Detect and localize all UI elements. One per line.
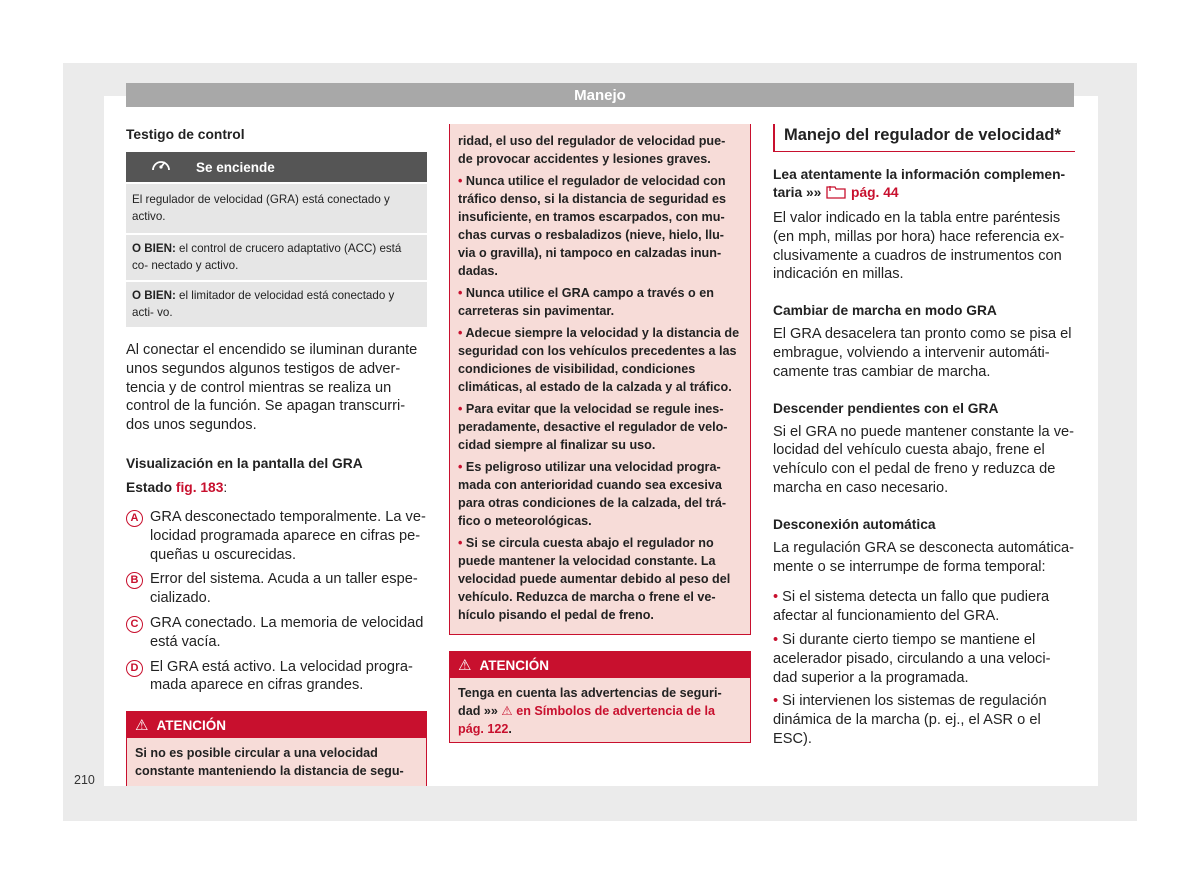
letter-badge: B bbox=[126, 572, 143, 589]
list-item-text: GRA conectado. La memoria de velocidad está vacía. bbox=[150, 614, 424, 650]
bullet-dot: • bbox=[458, 326, 466, 340]
warning-title: ATENCIÓN bbox=[479, 657, 549, 673]
middle-column bbox=[449, 124, 751, 743]
speedometer-icon bbox=[126, 156, 196, 179]
list-item bbox=[773, 588, 1075, 626]
list-item bbox=[773, 631, 1075, 687]
heading-desconexion: Desconexión automática bbox=[773, 516, 936, 532]
bullet-text: Nunca utilice el GRA campo a través o en carreteras sin pavimentar. bbox=[458, 286, 714, 318]
row-text: El regulador de velocidad (GRA) está conectado y activo. bbox=[132, 193, 390, 223]
list-item-text: GRA desconectado temporalmente. La ve- locidad programada aparece en cifras pe- queñas u oscurecidas. bbox=[150, 508, 426, 563]
paragraph: El GRA desacelera tan pronto como se pisa el embrague, volviendo a intervenir automáti- camente tras cambiar de marcha. bbox=[773, 326, 1072, 380]
list-item-text: El GRA está activo. La velocidad progra- mada aparece en cifras grandes. bbox=[150, 658, 413, 694]
warning-triangle-icon: ⚠ bbox=[458, 657, 472, 674]
heading-descender: Descender pendientes con el GRA bbox=[773, 400, 999, 416]
list-item bbox=[126, 570, 427, 608]
bullet-text: Si durante cierto tiempo se mantiene el acelerador pisado, circulando a una veloci- dad superior a la programada. bbox=[773, 631, 1051, 686]
bullet-dot: • bbox=[458, 286, 466, 300]
letter-badge: D bbox=[126, 660, 143, 677]
heading-visualizacion: Visualización en la pantalla del GRA bbox=[126, 455, 363, 471]
left-column bbox=[126, 124, 427, 786]
bullet-dot: • bbox=[773, 693, 783, 710]
warning-triangle-icon: ⚠ bbox=[135, 717, 149, 735]
bullet-list bbox=[773, 588, 1075, 748]
warning-box bbox=[126, 711, 427, 786]
estado-label: Estado bbox=[126, 479, 176, 495]
letter-badge: A bbox=[126, 510, 143, 527]
page-number: 210 bbox=[74, 773, 95, 787]
section-title: Manejo del regulador de velocidad* bbox=[773, 124, 1075, 152]
book-icon bbox=[825, 185, 851, 200]
table-row bbox=[126, 184, 427, 233]
warning-header bbox=[450, 652, 750, 678]
bullet-text: Si el sistema detecta un fallo que pudiera afectar al funcionamiento del GRA. bbox=[773, 589, 1050, 625]
row-text: el limitador de velocidad está conectado y acti- vo. bbox=[132, 289, 395, 319]
warning-text: ridad, el uso del regulador de velocidad pue- de provocar accidentes y lesiones graves. bbox=[458, 134, 726, 166]
list-item bbox=[126, 614, 427, 652]
bullet-text: Para evitar que la velocidad se regule ines- peradamente, desactive el regulador de velo- cidad siempre al finalizar su uso. bbox=[458, 402, 728, 452]
warning-body bbox=[450, 124, 750, 634]
indicator-table bbox=[126, 152, 427, 327]
intro-note bbox=[773, 166, 1075, 202]
row-bold: O BIEN: bbox=[132, 289, 176, 302]
page-header: Manejo bbox=[126, 83, 1074, 107]
warning-title: ATENCIÓN bbox=[156, 717, 226, 733]
warning-continuation bbox=[449, 124, 751, 635]
list-item bbox=[126, 508, 427, 564]
bullet-text: Es peligroso utilizar una velocidad progra- mada con anterioridad cuando sea excesiva para otras condiciones de la calzada, del trá- fico o meteorológicas. bbox=[458, 460, 727, 528]
bullet-dot: • bbox=[458, 536, 466, 550]
list-item bbox=[126, 658, 427, 696]
warning-bullet bbox=[458, 400, 742, 454]
warning-box-2 bbox=[449, 651, 751, 743]
paragraph: La regulación GRA se desconecta automática- mente o se interrumpe de forma temporal: bbox=[773, 539, 1074, 575]
ref-link[interactable]: en Símbolos de advertencia de la pág. 122 bbox=[458, 704, 715, 736]
bullet-text: Nunca utilice el regulador de velocidad con tráfico denso, si la distancia de seguridad es insuficiente, en tramos escarpados, con mu- chas curvas o resbaladizos (nieve, hielo, llu- via o gravilla), ni tampoco en calzadas inun- dadas. bbox=[458, 174, 727, 278]
ref-arrows: »» bbox=[805, 185, 822, 200]
bullet-dot: • bbox=[773, 589, 783, 606]
bullet-text: Si intervienen los sistemas de regulación dinámica de la marcha (p. ej., el ASR o el ESC). bbox=[773, 693, 1047, 747]
heading-cambiar: Cambiar de marcha en modo GRA bbox=[773, 303, 997, 319]
ref-arrows: »» bbox=[483, 704, 502, 718]
warning-bullet bbox=[458, 172, 742, 280]
warning-bullet bbox=[458, 284, 742, 320]
warning-bullet bbox=[458, 534, 742, 624]
table-header bbox=[126, 152, 427, 182]
estado-colon: : bbox=[223, 479, 228, 495]
table-header-label: Se enciende bbox=[196, 159, 275, 175]
warning-body bbox=[450, 678, 750, 742]
page-link[interactable]: pág. 44 bbox=[851, 185, 899, 200]
table-row bbox=[126, 235, 427, 280]
bullet-text: Adecue siempre la velocidad y la distancia de seguridad con los vehículos precedentes a las condiciones de visibilidad, condiciones climáticas, al estado de la calzada y al tráfico. bbox=[458, 326, 740, 394]
warning-text: Tenga en cuenta las advertencias de seguri- dad bbox=[458, 686, 722, 718]
bullet-dot: • bbox=[458, 402, 466, 416]
paragraph: Si el GRA no puede mantener constante la ve- locidad del vehículo cuesta abajo, frene el vehículo con el pedal de freno y reduzca de marcha en caso necesario. bbox=[773, 423, 1074, 496]
warning-header bbox=[127, 712, 426, 738]
heading-testigo: Testigo de control bbox=[126, 127, 245, 142]
intro-paragraph: Al conectar el encendido se iluminan durante unos segundos algunos testigos de adver- tencia y de control mientras se realiza un control de la función. Se apagan transcurri- dos unos segundos. bbox=[126, 342, 418, 434]
row-text: el control de crucero adaptativo (ACC) está co- nectado y activo. bbox=[132, 242, 402, 272]
estado-line bbox=[126, 480, 427, 495]
list-item-text: Error del sistema. Acuda a un taller espe- cializado. bbox=[150, 571, 418, 607]
list-item bbox=[773, 692, 1075, 748]
bullet-dot: • bbox=[458, 460, 466, 474]
paragraph: El valor indicado en la tabla entre paréntesis (en mph, millas por hora) hace referencia ex- clusivamente a cuadros de instrumentos con indicación en millas. bbox=[773, 210, 1065, 283]
fig-link[interactable]: fig. 183 bbox=[175, 479, 224, 495]
bullet-dot: • bbox=[773, 631, 783, 648]
state-list bbox=[126, 508, 427, 695]
intro-text: Lea atentamente la información complemen- taria bbox=[773, 167, 1066, 200]
letter-badge: C bbox=[126, 616, 143, 633]
ref-end: . bbox=[508, 722, 512, 736]
table-row bbox=[126, 282, 427, 327]
warning-bullet bbox=[458, 458, 742, 530]
bullet-text: Si se circula cuesta abajo el regulador no puede mantener la velocidad constante. La velocidad puede aumentar debido al peso del vehículo. Reduzca de marcha o frene el ve- hículo pisando el pedal de freno. bbox=[458, 536, 731, 622]
right-column bbox=[773, 124, 1075, 749]
warning-bullet bbox=[458, 324, 742, 396]
row-bold: O BIEN: bbox=[132, 242, 176, 255]
warning-body: Si no es posible circular a una velocidad constante manteniendo la distancia de segu- bbox=[135, 746, 404, 779]
bullet-dot: • bbox=[458, 174, 466, 188]
warning-ref-icon: ⚠ bbox=[501, 704, 513, 718]
